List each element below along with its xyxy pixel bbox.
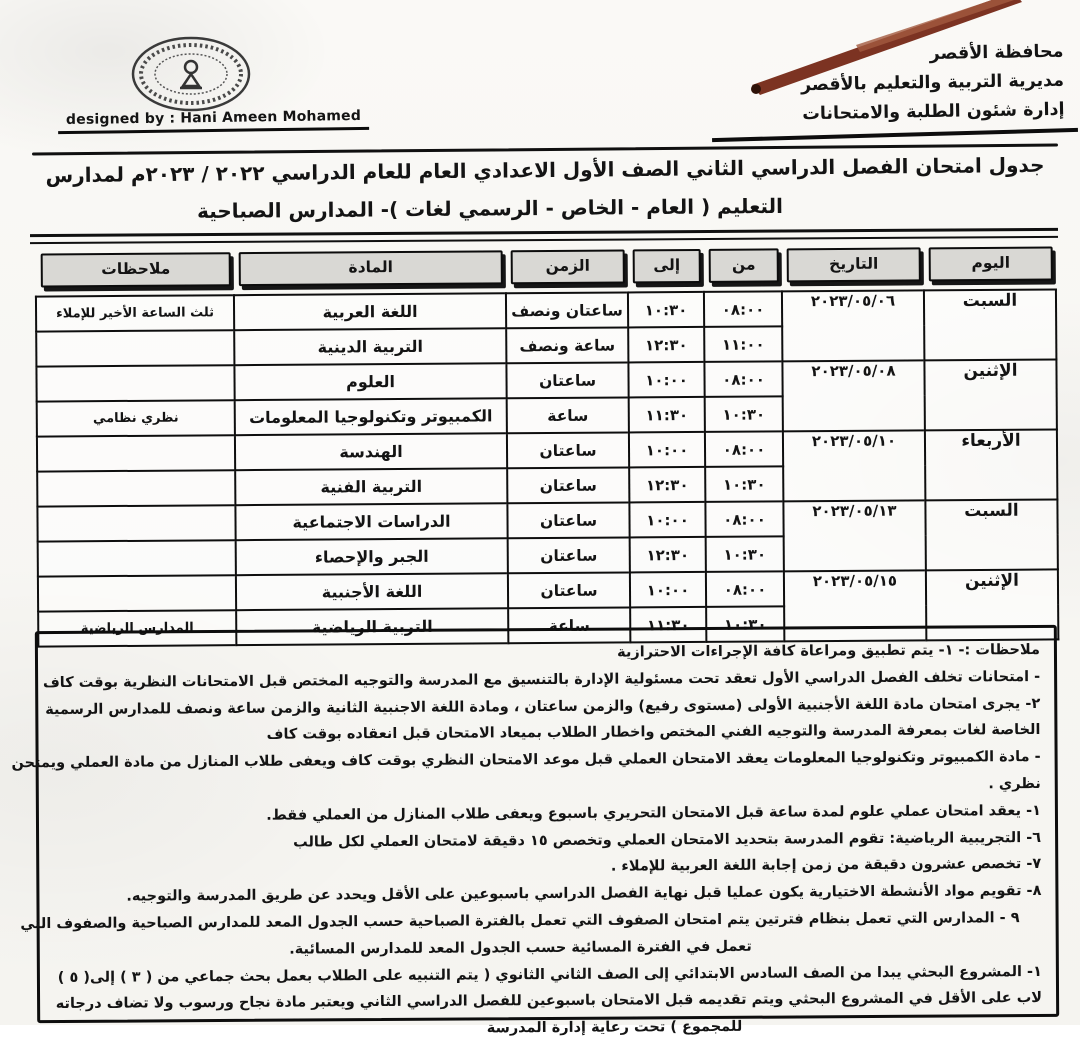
note-cell: [37, 470, 235, 506]
duration-cell: ساعتان: [507, 467, 629, 503]
note-cell: نظري نظامي: [37, 400, 235, 436]
note-line: للمجموع ) تحت رعاية إدارة المدرسة: [486, 1018, 743, 1037]
duration-cell: ساعة: [507, 397, 629, 433]
from-cell: ١١:٠٠: [704, 326, 782, 362]
note-line: ملاحظات :- ١- يتم تطبيق ومراعاة كافة الإجراءات الاحترازية: [617, 641, 1040, 661]
note-cell: [38, 540, 236, 576]
to-cell: ١١:٣٠: [629, 397, 705, 433]
subject-cell: اللغة الأجنبية: [236, 573, 508, 610]
duration-cell: ساعة ونصف: [506, 327, 628, 363]
duration-cell: ساعتان: [507, 432, 629, 468]
note-line: ٩ - المدارس التي تعمل بنظام فترتين يتم امتحان الصفوف التي تعمل بالفترة الصباحية حسب الجدول المعد للمدارس الصباحية والصفوف التي: [20, 910, 1020, 933]
from-cell: ٠٨:٠٠: [706, 571, 784, 607]
to-cell: ١٠:٠٠: [629, 432, 705, 468]
note-line: نظري .: [988, 775, 1041, 793]
table-row: [38, 569, 1058, 611]
duration-cell: ساعتان: [507, 502, 629, 538]
duration-cell: ساعتان: [506, 362, 628, 398]
day-cell: السبت: [925, 499, 1057, 570]
day-cell: السبت: [924, 289, 1056, 360]
subject-cell: التربية الدينية: [234, 328, 506, 365]
header-cell-duration: الزمن: [511, 249, 625, 284]
note-cell: ثلث الساعة الأخير للإملاء: [36, 295, 234, 331]
directorate-seal-icon: [128, 34, 254, 116]
note-line: - امتحانات تخلف الفصل الدراسي الأول تعقد تحت مسئولية الإدارة بالتنسيق مع المدرسة والتوجيه المختص قبل الامتحانات النظرية بوقت كاف: [42, 668, 1041, 691]
table-row: [36, 289, 1056, 331]
subject-cell: الدراسات الاجتماعية: [235, 503, 507, 540]
note-cell: [38, 575, 236, 611]
date-cell: ٢٠٢٣/٠٥/١٥: [784, 570, 926, 641]
to-cell: ١٠:٠٠: [628, 362, 704, 398]
note-cell: [37, 435, 235, 471]
duration-cell: ساعة: [508, 607, 630, 643]
subject-cell: التربية الرياضية: [236, 608, 508, 645]
note-line: ٧- تخصص عشرون دقيقة من زمن إجابة اللغة العربية للإملاء .: [610, 856, 1042, 875]
duration-cell: ساعتان: [508, 572, 630, 608]
to-cell: ١٠:٣٠: [628, 292, 704, 328]
org-line-administration: إدارة شئون الطلبة والامتحانات: [802, 99, 1065, 125]
exam-table-grid: [35, 288, 1059, 647]
day-cell: الإثنين: [926, 569, 1058, 640]
note-line: تعمل في الفترة المسائية حسب الجدول المعد للمدارس المسائية.: [289, 938, 752, 958]
note-line: الخاصة لغات بمعرفة المدرسة والتوجيه الفني المختص واخطار الطلاب بميعاد الامتحان قبل انعقاده بوقت كاف: [266, 722, 1041, 744]
exam-table-header-row: [37, 244, 1057, 293]
to-cell: ١٢:٣٠: [628, 327, 704, 363]
note-cell: [36, 365, 234, 401]
day-cell: الإثنين: [924, 359, 1056, 430]
table-row: [36, 359, 1056, 401]
table-row: [37, 499, 1057, 541]
designed-by-credit: designed by : Hani Ameen Mohamed: [58, 108, 369, 134]
header-cell-from: من: [709, 248, 779, 282]
header-cell-to: إلى: [633, 249, 701, 283]
to-cell: ١٠:٠٠: [629, 502, 705, 538]
schedule-title-line-2: التعليم ( العام - الخاص - الرسمي لغات )- المدارس الصباحية: [196, 193, 784, 223]
org-header: [800, 38, 1065, 130]
day-cell: الأربعاء: [925, 429, 1057, 500]
note-line: ٢- يجرى امتحان مادة اللغة الأجنبية الأولى (مستوى رفيع) والزمن ساعتان ، ومادة اللغة الاجنبية الثانية والزمن ساعة ونصف للمدارس الرسمية: [45, 695, 1041, 718]
to-cell: ١٠:٠٠: [630, 572, 706, 608]
duration-cell: ساعتان ونصف: [506, 292, 628, 328]
org-line-directorate: مديرية التربية والتعليم بالأقصر: [800, 70, 1065, 96]
table-row: [37, 429, 1057, 471]
header-cell-subject: المادة: [239, 250, 503, 286]
note-cell: [37, 505, 235, 541]
from-cell: ١٠:٣٠: [705, 466, 783, 502]
from-cell: ١٠:٣٠: [705, 396, 783, 432]
schedule-title-line-1: جدول امتحان الفصل الدراسي الثاني الصف الأول الاعدادي العام للعام الدراسي ٢٠٢٢ / ٢٠٢٣م لمدارس: [45, 152, 1045, 188]
note-line: ١- يعقد امتحان عملي علوم لمدة ساعة قبل الامتحان التحريري باسبوع ويعفى طلاب المنازل من العملي فقط.: [266, 802, 1041, 824]
note-line: ٦- التجريبية الرياضية: تقوم المدرسة بتحديد الامتحان العملي وتخصص ١٥ دقيقة لامتحان العملي لكل طالب: [293, 829, 1042, 851]
from-cell: ٠٨:٠٠: [704, 361, 782, 397]
to-cell: ١٢:٣٠: [629, 467, 705, 503]
note-line: ٨- تقويم مواد الأنشطة الاختيارية يكون عمليا قبل نهاية الفصل الدراسي باسبوعين على الأقل ويحدد عن طريق المدرسة والتوجيه.: [126, 883, 1042, 905]
note-cell: [36, 330, 234, 366]
note-line: - مادة الكمبيوتر وتكنولوجيا المعلومات يعقد الامتحان العملي قبل موعد الامتحان النظري بوقت كاف ويعفى طلاب المنازل من مادة العملي ويمتحن: [11, 749, 1041, 772]
date-cell: ٢٠٢٣/٠٥/١٣: [783, 500, 925, 571]
title-bottom-rule-1: [30, 228, 1058, 237]
from-cell: ١٠:٣٠: [706, 606, 784, 642]
date-cell: ٢٠٢٣/٠٥/١٠: [783, 430, 925, 501]
from-cell: ٠٨:٠٠: [704, 291, 782, 327]
duration-cell: ساعتان: [508, 537, 630, 573]
title-bottom-rule-2: [30, 236, 1058, 244]
subject-cell: اللغة العربية: [234, 293, 506, 330]
date-cell: ٢٠٢٣/٠٥/٠٨: [782, 360, 924, 431]
header-cell-date: التاريخ: [787, 247, 921, 282]
note-line: لاب على الأقل في المشروع البحثي ويتم تقديمه قبل الامتحان باسبوعين للفصل الدراسي الثاني ويعتبر مادة نجاح ورسوب ولا تضاف درجاته: [55, 990, 1043, 1013]
org-line-governorate: محافظة الأقصر: [929, 41, 1064, 65]
notes-box: [11, 625, 1059, 1037]
exam-table: [37, 244, 1060, 647]
from-cell: ٠٨:٠٠: [705, 501, 783, 537]
from-cell: ٠٨:٠٠: [705, 431, 783, 467]
subject-cell: الكمبيوتر وتكنولوجيا المعلومات: [235, 398, 507, 435]
subject-cell: الهندسة: [235, 433, 507, 470]
note-cell: المدارس الرياضية: [38, 610, 236, 646]
header-cell-day: اليوم: [929, 246, 1053, 281]
note-line: ١- المشروع البحثي يبدا من الصف السادس الابتدائي إلى الصف الثاني الثانوي ( يتم التنبيه على الطلاب بعمل بحث جماعي من ( ٣ ) إلى( ٥ ): [57, 963, 1042, 986]
subject-cell: العلوم: [234, 363, 506, 400]
to-cell: ١٢:٣٠: [630, 537, 706, 573]
to-cell: ١١:٣٠: [630, 607, 706, 643]
subject-cell: الجبر والإحصاء: [236, 538, 508, 575]
date-cell: ٢٠٢٣/٠٥/٠٦: [782, 290, 924, 361]
subject-cell: التربية الفنية: [235, 468, 507, 505]
header-cell-notes: ملاحظات: [41, 252, 231, 287]
from-cell: ١٠:٣٠: [706, 536, 784, 572]
